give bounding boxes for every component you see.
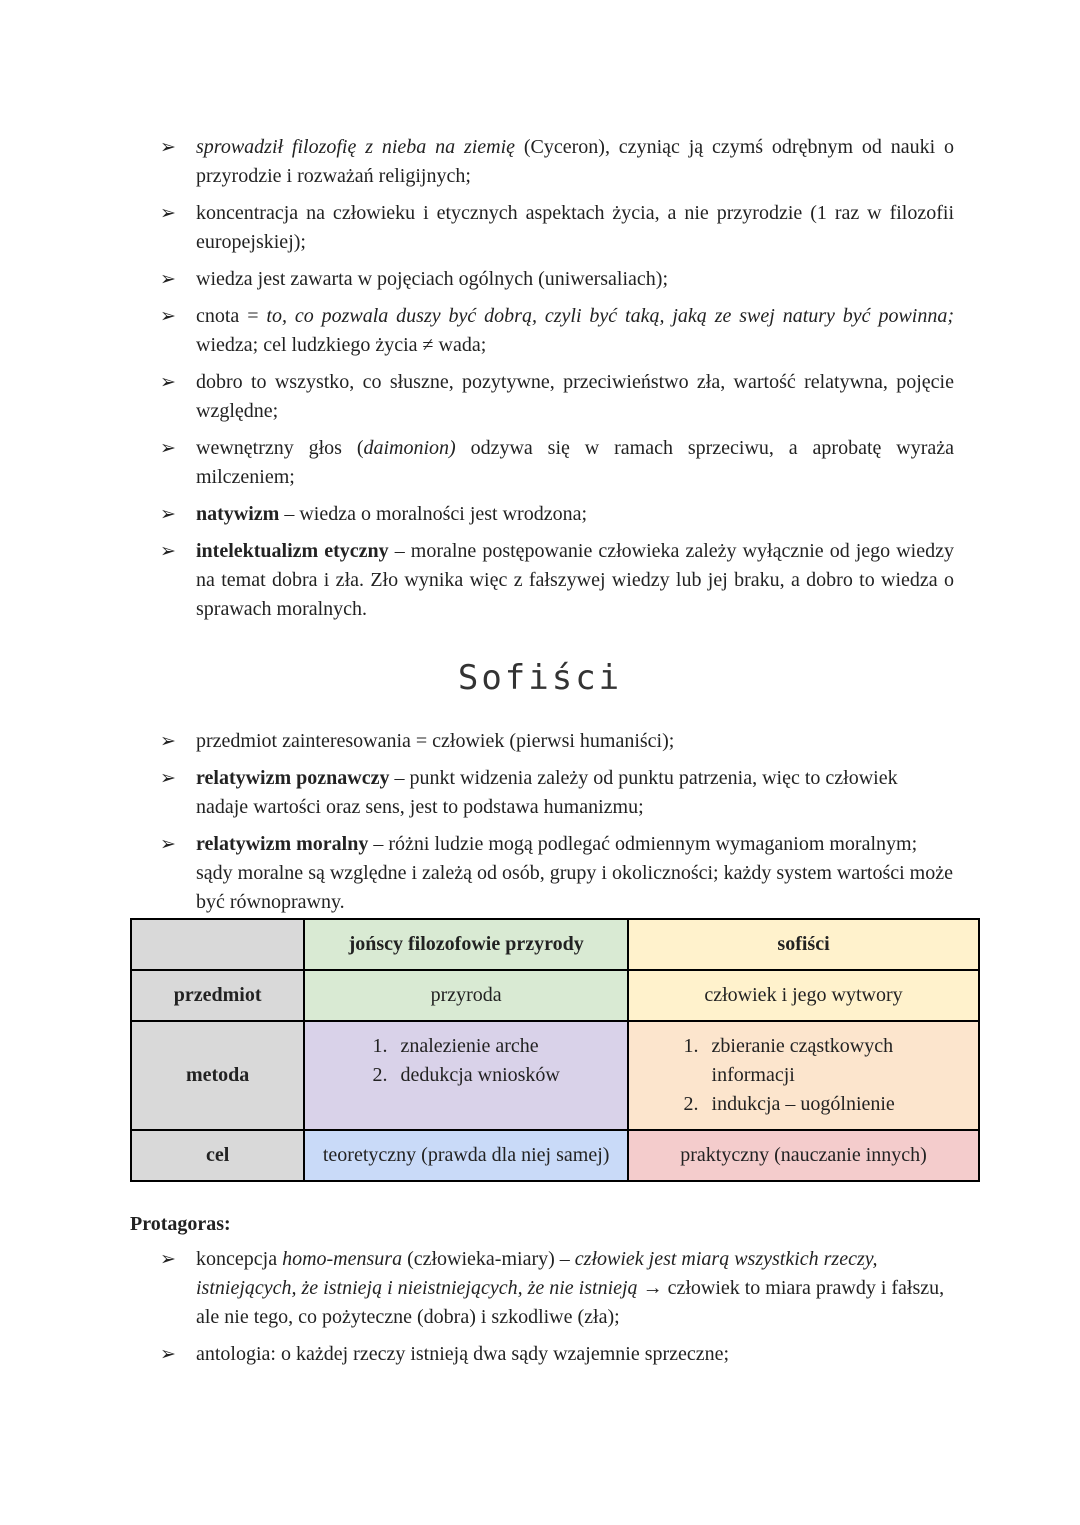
row-label-przedmiot: przedmiot bbox=[131, 970, 304, 1021]
protagoras-list bbox=[160, 1245, 954, 1377]
list-item: ➢ intelektualizm etyczny – moralne postępowanie człowieka zależy wyłącznie od jego wiedzy na temat dobra i zła. Zło wynika więc z fałszywej wiedzy lub jej braku, a dobro to wiedza o sprawach moralnych. bbox=[160, 537, 954, 624]
bullet-arrow-icon: ➢ bbox=[160, 202, 176, 224]
list-item: 2. indukcja – uogólnienie bbox=[683, 1093, 895, 1115]
list-item: ➢ przedmiot zainteresowania = człowiek (pierwsi humaniści); bbox=[160, 727, 954, 756]
list-item: 2. dedukcja wniosków bbox=[372, 1064, 560, 1086]
list-item: ➢ antologia: o każdej rzeczy istnieją dwa sądy wzajemnie sprzeczne; bbox=[160, 1340, 954, 1369]
bullet-arrow-icon: ➢ bbox=[160, 730, 176, 752]
metoda-sophists-list bbox=[684, 1032, 924, 1119]
list-item: ➢ wiedza jest zawarta w pojęciach ogólnych (uniwersaliach); bbox=[160, 265, 954, 294]
header-sophists: sofiści bbox=[628, 919, 979, 970]
list-item: ➢ koncepcja homo-mensura (człowieka-miary) – człowiek jest miarą wszystkich rzeczy, istniejących, że istnieją i nieistniejących, że nie istnieją → człowiek to miara prawdy i fałszu, ale nie tego, co pożyteczne (dobra) i szkodliwe (zła); bbox=[160, 1245, 954, 1332]
przedmiot-ionian: przyroda bbox=[304, 970, 628, 1021]
bullet-arrow-icon: ➢ bbox=[160, 833, 176, 855]
list-item: 1. znalezienie arche bbox=[372, 1035, 539, 1057]
table-header-row bbox=[131, 919, 979, 970]
row-label-metoda: metoda bbox=[131, 1021, 304, 1130]
list-item: 1. zbieranie cząstkowych informacji bbox=[683, 1035, 894, 1086]
socrates-list bbox=[160, 133, 954, 632]
table-row bbox=[131, 970, 979, 1021]
table-row bbox=[131, 1130, 979, 1181]
bullet-arrow-icon: ➢ bbox=[160, 371, 176, 393]
list-item: ➢ cnota = to, co pozwala duszy być dobrą, czyli być taką, jaką ze swej natury być powinna; wiedza; cel ludzkiego życia ≠ wada; bbox=[160, 302, 954, 360]
bullet-arrow-icon: ➢ bbox=[160, 1248, 176, 1270]
cel-sophists: praktyczny (nauczanie innych) bbox=[628, 1130, 979, 1181]
list-item: ➢ relatywizm poznawczy – punkt widzenia zależy od punktu patrzenia, więc to człowiek nadaje wartości oraz sens, jest to podstawa humanizmu; bbox=[160, 764, 954, 822]
list-item: ➢ natywizm – wiedza o moralności jest wrodzona; bbox=[160, 500, 954, 529]
list-item: ➢ wewnętrzny głos (daimonion) odzywa się w ramach sprzeciwu, a aprobatę wyraża milczeniem; bbox=[160, 434, 954, 492]
list-item: ➢ sprowadził filozofię z nieba na ziemię (Cyceron), czyniąc ją czymś odrębnym od nauki o przyrodzie i rozważań religijnych; bbox=[160, 133, 954, 191]
bullet-arrow-icon: ➢ bbox=[160, 437, 176, 459]
bullet-arrow-icon: ➢ bbox=[160, 136, 176, 158]
list-item: ➢ koncentracja na człowieku i etycznych aspektach życia, a nie przyrodzie (1 raz w filozofii europejskiej); bbox=[160, 199, 954, 257]
list-item: ➢ dobro to wszystko, co słuszne, pozytywne, przeciwieństwo zła, wartość relatywna, pojęcie względne; bbox=[160, 368, 954, 426]
metoda-ionian-list bbox=[372, 1032, 559, 1090]
protagoras-heading: Protagoras: bbox=[130, 1213, 231, 1235]
list-item: ➢ relatywizm moralny – różni ludzie mogą podlegać odmiennym wymaganiom moralnym; sądy moralne są względne i zależą od osób, grupy i okoliczności; każdy system wartości może być równoprawny. bbox=[160, 830, 954, 917]
row-label-cel: cel bbox=[131, 1130, 304, 1181]
header-corner bbox=[131, 919, 304, 970]
bullet-arrow-icon: ➢ bbox=[160, 268, 176, 290]
bullet-arrow-icon: ➢ bbox=[160, 305, 176, 327]
bullet-arrow-icon: ➢ bbox=[160, 767, 176, 789]
bullet-arrow-icon: ➢ bbox=[160, 540, 176, 562]
przedmiot-sophists: człowiek i jego wytwory bbox=[628, 970, 979, 1021]
table-row bbox=[131, 1021, 979, 1130]
cel-ionian: teoretyczny (prawda dla niej samej) bbox=[304, 1130, 628, 1181]
metoda-ionian bbox=[304, 1021, 628, 1130]
metoda-sophists bbox=[628, 1021, 979, 1130]
comparison-table bbox=[130, 918, 980, 1182]
bullet-arrow-icon: ➢ bbox=[160, 503, 176, 525]
section-title: Sofiści bbox=[457, 658, 623, 698]
bullet-arrow-icon: ➢ bbox=[160, 1343, 176, 1365]
header-ionian: jońscy filozofowie przyrody bbox=[304, 919, 628, 970]
sophists-list bbox=[160, 727, 954, 925]
